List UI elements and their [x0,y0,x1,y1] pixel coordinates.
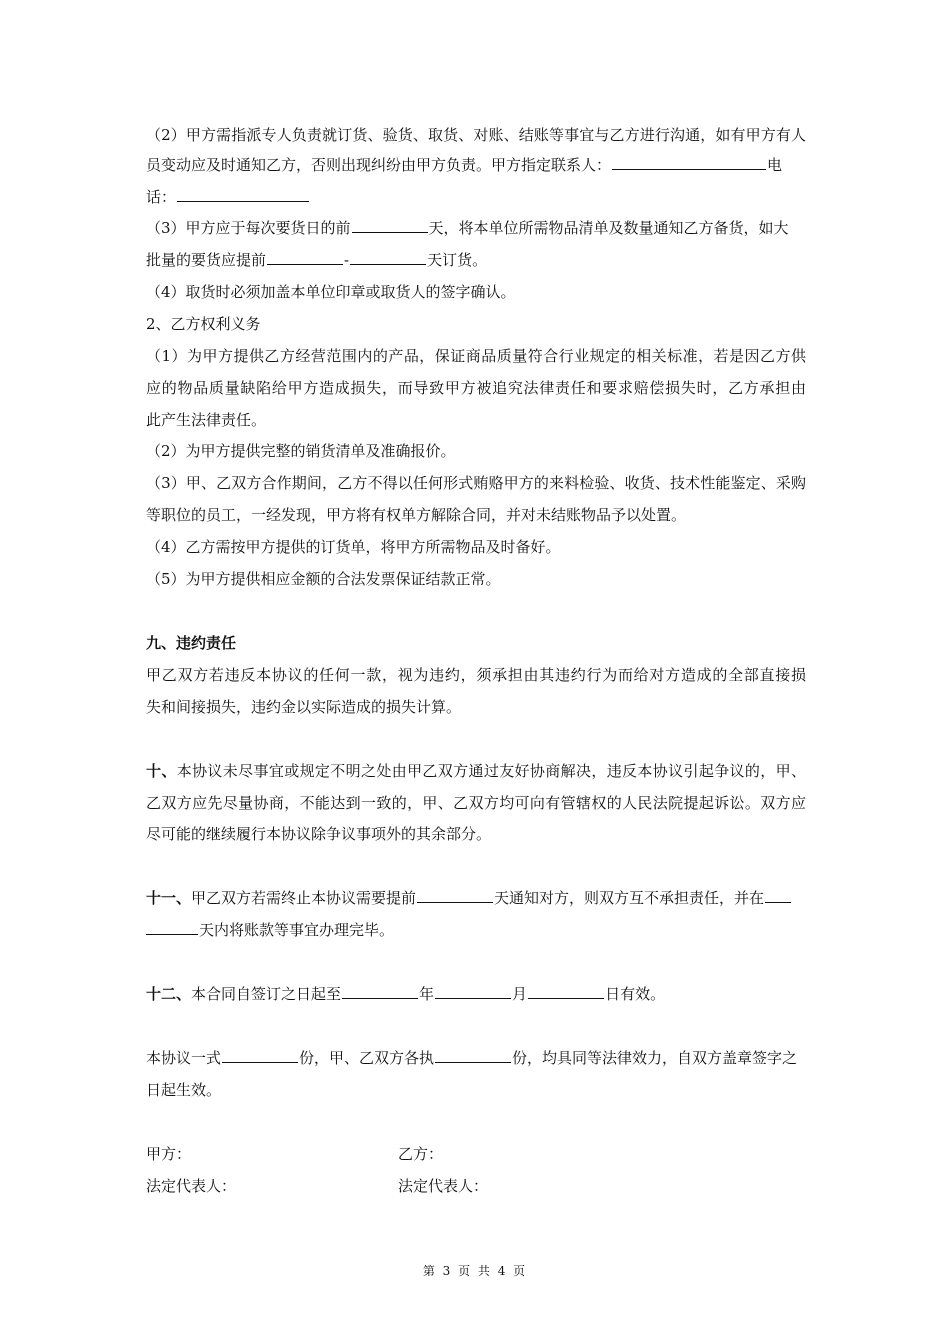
party-a-item4: （4）取货时必须加盖本单位印章或取货人的签字确认。 [146,283,516,301]
copies-line1 [146,1047,806,1069]
bulk-days-to-blank[interactable] [350,249,426,265]
party-b-item1-line1: （1）为甲方提供乙方经营范围内的产品，保证商品质量符合行业规定的相关标准，若是因乙方供 [146,347,806,365]
party-a-signature-label: 甲方： [146,1145,192,1163]
party-a-item3-line1 [146,217,806,239]
section-12-label: 十二、 [146,985,192,1003]
section-10-line2: 乙双方应先尽量协商，不能达到一致的，甲、乙双方均可向有管辖权的人民法院提起诉讼。双方应 [146,794,806,812]
section-11-line2 [146,919,806,941]
total-copies-blank[interactable] [222,1047,298,1063]
party-b-item3-line1: （3）甲、乙双方合作期间，乙方不得以任何形式贿赂甲方的来料检验、收货、技术性能鉴定、采购 [146,474,806,492]
phone-label-end: 话： [146,188,177,206]
party-b-item4: （4）乙方需按甲方提供的订货单，将甲方所需物品及时备好。 [146,538,561,556]
copies-text-c: 份，均具同等法律效力，自双方盖章签字之 [512,1049,798,1067]
party-b-signature-label: 乙方： [398,1145,444,1163]
section-11-line1 [146,887,806,909]
section-9-line2: 失和间接损失，违约金以实际造成的损失计算。 [146,698,462,716]
valid-year-blank[interactable] [342,983,418,999]
section-11-text-b: 天通知对方，则双方互不承担责任，并在 [494,889,765,907]
party-a-item2-line2 [146,154,806,176]
party-b-item1-line2: 应的物品质量缺陷给甲方造成损失，而导致甲方被追究法律责任和要求赔偿损失时，乙方承担由 [146,379,806,397]
settlement-days-blank-end[interactable] [146,919,198,935]
termination-notice-days-blank[interactable] [417,887,493,903]
section-10-label: 十、 [146,762,177,780]
contact-label: 员变动应及时通知乙方，否则出现纠纷由甲方负责。甲方指定联系人： [146,156,612,174]
party-b-item1-line3: 此产生法律责任。 [146,411,267,429]
phone-label-start: 电 [767,156,783,174]
range-dash: - [344,251,350,269]
settlement-days-blank-start[interactable] [765,887,791,903]
party-b-item3-line2: 等职位的员工，一经发现，甲方将有权单方解除合同，并对未结账物品予以处置。 [146,506,687,524]
section-9-heading: 九、违约责任 [146,634,237,652]
section-12-text-a: 本合同自签订之日起至 [191,985,342,1003]
contact-person-blank[interactable] [612,154,766,170]
month-label: 月 [512,985,528,1003]
section-11-text-c: 天内将账款等事宜办理完毕。 [199,921,395,939]
item3-text-b: 天，将本单位所需物品清单及数量通知乙方备货，如大 [428,219,789,237]
valid-month-blank[interactable] [435,983,511,999]
party-b-item5: （5）为甲方提供相应金额的合法发票保证结款正常。 [146,570,501,588]
party-a-item3-line2 [146,249,806,271]
copies-line2: 日起生效。 [146,1081,222,1099]
copies-text-a: 本协议一式 [146,1049,222,1067]
page-number-footer: 第 3 页 共 4 页 [422,1264,528,1278]
section-11-label: 十一、 [146,889,192,907]
item3-text-c: 批量的要货应提前 [146,251,267,269]
party-a-item2-line3 [146,186,806,208]
notice-days-blank[interactable] [352,217,428,233]
section-11-text-a: 甲乙双方若需终止本协议需要提前 [191,889,417,907]
each-party-copies-blank[interactable] [435,1047,511,1063]
section-10-line3: 尽可能的继续履行本协议除争议事项外的其余部分。 [146,825,492,843]
valid-day-blank[interactable] [528,983,604,999]
item3-text-d: 天订货。 [427,251,488,269]
day-label: 日有效。 [605,985,666,1003]
party-b-heading: 2、乙方权利义务 [146,315,261,333]
party-a-representative-label: 法定代表人： [146,1177,237,1195]
item3-text-a: （3）甲方应于每次要货日的前 [146,219,351,237]
copies-text-b: 份，甲、乙双方各执 [299,1049,435,1067]
year-label: 年 [419,985,435,1003]
party-b-representative-label: 法定代表人： [398,1177,489,1195]
section-12-line [146,983,806,1005]
party-b-item2: （2）为甲方提供完整的销货清单及准确报价。 [146,442,456,460]
party-a-item2-line1: （2）甲方需指派专人负责就订货、验货、取货、对账、结账等事宜与乙方进行沟通，如有甲方有人 [146,126,806,144]
section-10-line1 [146,760,806,782]
section-9-line1: 甲乙双方若违反本协议的任何一款，视为违约，须承担由其违约行为而给对方造成的全部直接损 [146,666,806,684]
section-10-text1: 本协议未尽事宜或规定不明之处由甲乙双方通过友好协商解决，违反本协议引起争议的，甲、 [176,762,806,780]
phone-blank[interactable] [177,186,309,202]
bulk-days-from-blank[interactable] [267,249,343,265]
